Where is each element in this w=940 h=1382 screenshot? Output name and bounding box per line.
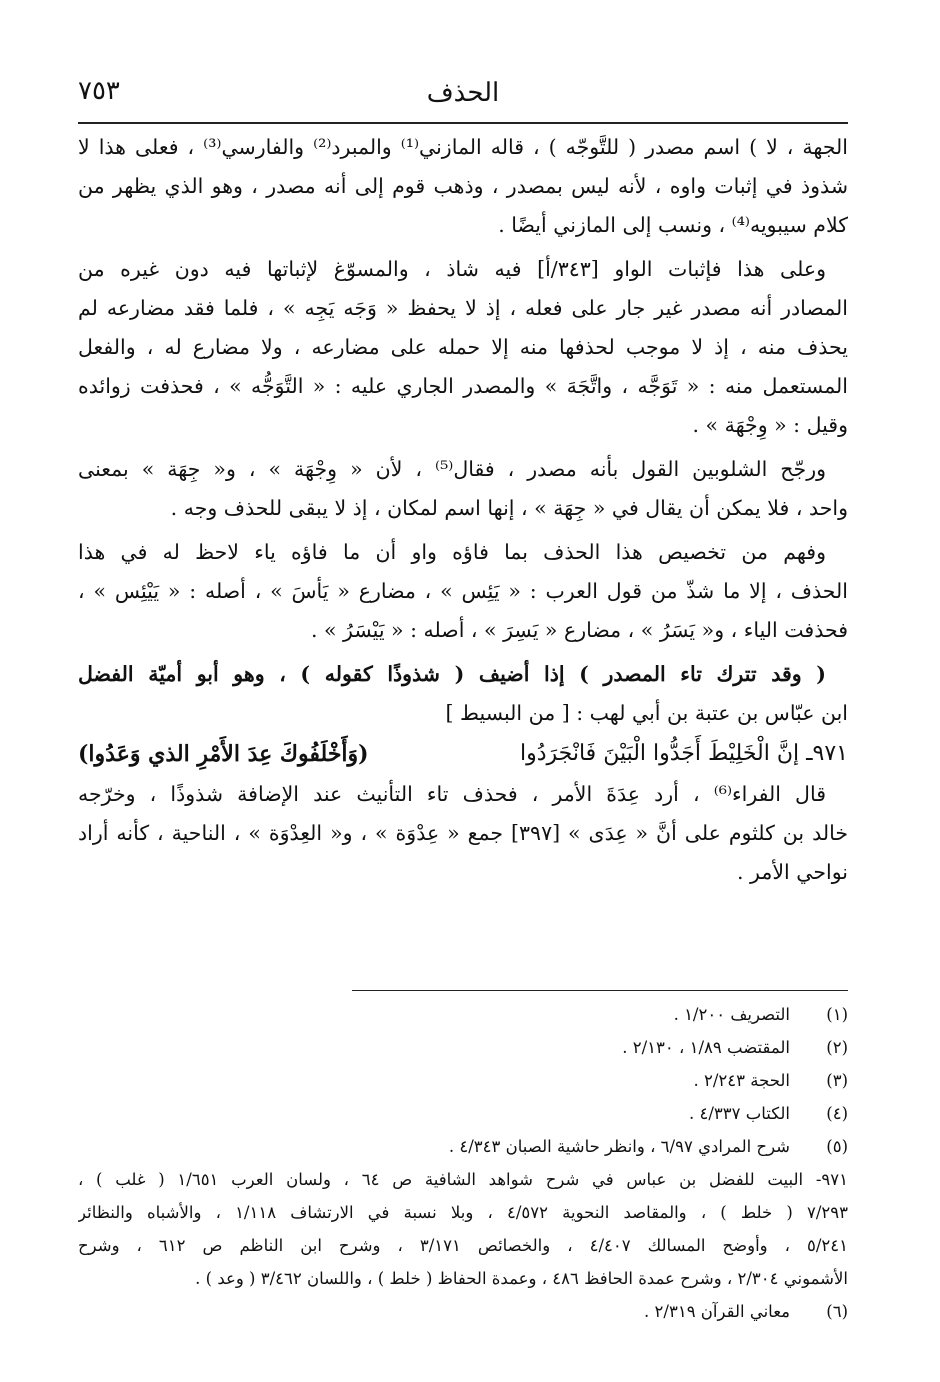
text-line: وفهم من تخصيص هذا الحذف بما فاؤه واو أن ما فاؤه ياء لاحظ له في هذا bbox=[78, 540, 826, 564]
text-line: المستعمل منه : « تَوَجَّه ، واتَّجَهَ » والمصدر الجاري عليه : « التَّوَجُّه » ، فحذفت زوائده bbox=[78, 374, 848, 398]
page-title: الحذف bbox=[426, 78, 500, 108]
footnote-number: (٢) bbox=[826, 1038, 848, 1057]
footnote-text: معاني القرآن ٢/٣١٩ . bbox=[644, 1302, 790, 1321]
footnote-text: شرح المرادي ٦/٩٧ ، وانظر حاشية الصبان ٤/٣٤٣ . bbox=[448, 1137, 790, 1156]
verse-note-line: ٧/٢٩٣ ( خلط ) ، والمقاصد النحوية ٤/٥٧٢ ، وبلا نسبة في الارتشاف ١/١١٨ ، والأشباه والنظائر bbox=[78, 1203, 848, 1222]
footnote-text: المقتضب ١/٨٩ ، ٢/١٣٠ . bbox=[622, 1038, 790, 1057]
text-line: الجهة ، لا ) اسم مصدر ( للتَّوجّه ) ، قاله المازني⁽¹⁾ والمبرد⁽²⁾ والفارسي⁽³⁾ ، فعلى هذا لا bbox=[78, 135, 848, 159]
text-line: قال الفراء⁽⁶⁾ ، أرد عِدَةَ الأمر ، فحذف تاء التأنيث عند الإضافة شذوذًا ، وخرّجه bbox=[78, 782, 826, 806]
verse-hemistich-2: (وَأَخْلَفُوكَ عِدَ الأَمْرِ الذي وَعَدُوا) bbox=[78, 741, 369, 767]
footnote-number: (٦) bbox=[826, 1302, 848, 1321]
text-line: ( وقد تترك تاء المصدر ) إذا أضيف ( شذوذًا كقوله ) ، وهو أبو أميّة الفضل bbox=[78, 662, 826, 686]
verse-note-line: ٥/٢٤١ ، وأوضح المسالك ٤/٤٠٧ ، والخصائص ٣/١٧١ ، وشرح ابن الناظم ص ٦١٢ ، وشرح bbox=[78, 1236, 848, 1255]
footnote-separator bbox=[352, 990, 848, 991]
text-line: كلام سيبويه⁽⁴⁾ ، ونسب إلى المازني أيضًا . bbox=[498, 213, 848, 237]
text-line: وعلى هذا فإثبات الواو [٣٤٣/أ] فيه شاذ ، والمسوّغ لإثباتها فيه دون غيره من bbox=[78, 257, 826, 281]
running-header bbox=[78, 72, 848, 118]
footnote-number: (٤) bbox=[826, 1104, 848, 1123]
text-line: الحذف ، إلا ما شذّ من قول العرب : « يَئِس » ، مضارع « يَأسَ » ، أصله : « يَيْئِس » ، bbox=[78, 579, 848, 603]
footnotes bbox=[78, 998, 848, 1328]
footnote bbox=[78, 998, 848, 1031]
footnote-number: (٣) bbox=[826, 1071, 848, 1090]
footnote-text: الحجة ٢/٢٤٣ . bbox=[693, 1071, 790, 1090]
footnote bbox=[78, 1130, 848, 1163]
footnote-text: الكتاب ٤/٣٣٧ . bbox=[688, 1104, 790, 1123]
text-line: شذوذ في إثبات واوه ، لأنه ليس بمصدر ، وذهب قوم إلى أنه مصدر ، وهو الذي يظهر من bbox=[78, 174, 848, 198]
poem-verse bbox=[78, 733, 848, 775]
text-line: وقيل : « وِجْهَة » . bbox=[692, 413, 848, 437]
page-number: ٧٥٣ bbox=[78, 76, 120, 106]
footnote bbox=[78, 1097, 848, 1130]
footnote bbox=[78, 1064, 848, 1097]
text-line: ابن عبّاس بن عتبة بن أبي لهب : [ من البسيط ] bbox=[445, 701, 848, 725]
verse-note-line: ٩٧١- البيت للفضل بن عباس في شرح شواهد الشافية ص ٦٤ ، ولسان العرب ١/٦٥١ ( غلب ) ، bbox=[78, 1170, 848, 1189]
verse-note-line: الأشموني ٢/٣٠٤ ، وشرح عمدة الحافظ ٤٨٦ ، وعمدة الحفاظ ( خلط ) ، واللسان ٣/٤٦٢ ( وعد ) . bbox=[195, 1269, 848, 1288]
text-line: ورجّح الشلوبين القول بأنه مصدر ، فقال⁽⁵⁾ ، لأن « وِجْهَة » ، و« جِهَة » بمعنى bbox=[78, 457, 826, 481]
text-line: واحد ، فلا يمكن أن يقال في « جِهَة » ، إنها اسم لمكان ، إذ لا يبقى للحذف وجه . bbox=[170, 496, 848, 520]
main-text bbox=[78, 128, 848, 892]
text-line: يحذف منه ، إذ لا موجب لحذفها منه إلا حمله على مضارعه ، ولا مضارع له ، والفعل bbox=[78, 335, 848, 359]
footnote-text: التصريف ١/٢٠٠ . bbox=[673, 1005, 790, 1024]
text-line: المصادر أنه مصدر غير جار على فعله ، إذ لا يحفظ « وَجَه يَجِه » ، فلما فقد مضارعه لم bbox=[78, 296, 848, 320]
text-line: فحذفت الياء ، و« يَسَرُ » ، مضارع « يَسِرَ » ، أصله : « يَيْسَرُ » . bbox=[310, 618, 848, 642]
footnote-number: (٥) bbox=[826, 1137, 848, 1156]
footnote bbox=[78, 1031, 848, 1064]
text-line: نواحي الأمر . bbox=[737, 860, 848, 884]
footnote-number: (١) bbox=[826, 1005, 848, 1024]
footnote bbox=[78, 1295, 848, 1328]
verse-hemistich-1: ٩٧١ـ إنَّ الْخَلِيْطَ أَجَدُّوا الْبَيْنَ فَانْجَرَدُوا bbox=[519, 741, 848, 766]
text-line: خالد بن كلثوم على أنَّ « عِدَى » [٣٩٧] جمع « عِدْوَة » ، و« العِدْوَة » ، الناحية ، كأنه أراد bbox=[78, 821, 848, 845]
header-rule bbox=[78, 122, 848, 124]
